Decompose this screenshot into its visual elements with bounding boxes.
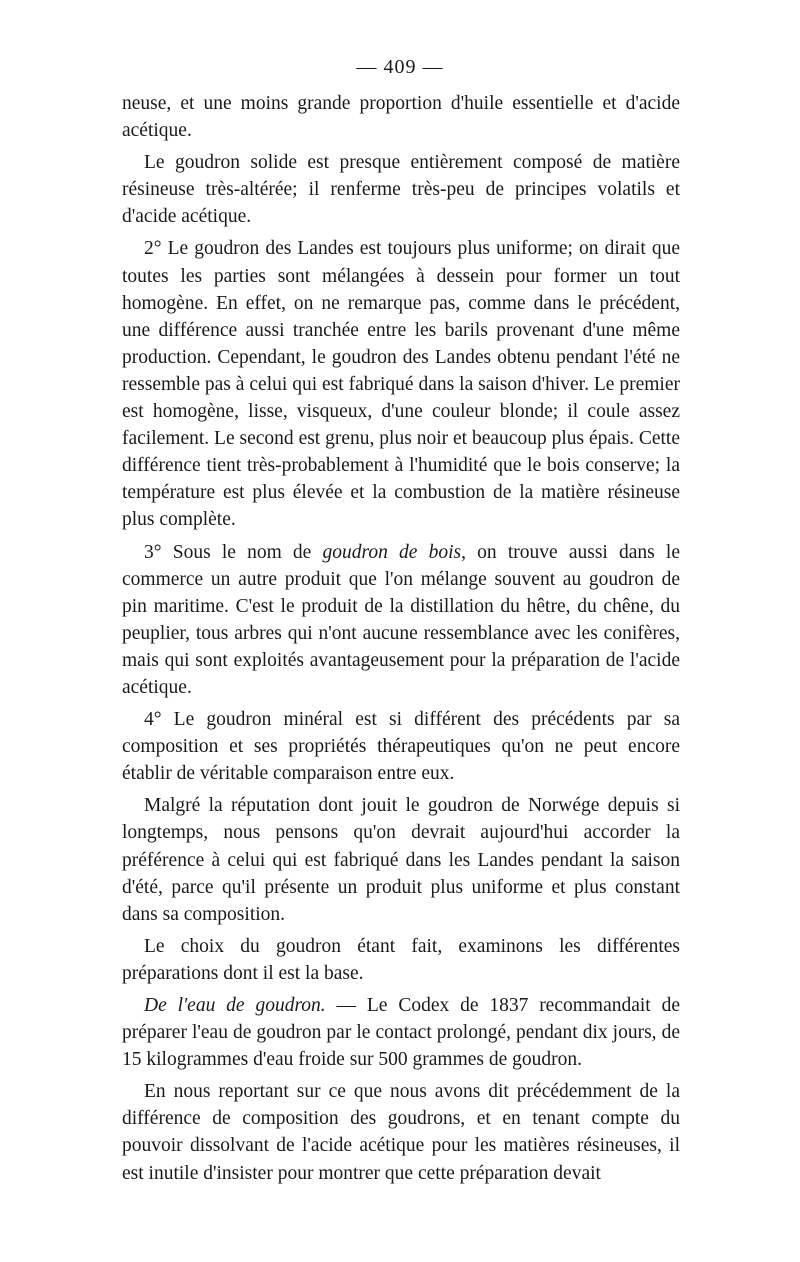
paragraph-wood-tar bbox=[122, 539, 680, 702]
paragraph-norway-tar: Malgré la réputation dont jouit le goudron de Norwége depuis si longtemps, nous pensons qu'on devrait aujourd'hui accorder la préférence à celui qui est fabriqué dans les Landes pendant la saison d'été, parce qu'il présente un produit plus uniforme et plus constant dans sa composition. bbox=[122, 795, 680, 925]
wood-tar-term: goudron de bois bbox=[322, 541, 462, 563]
paragraph-mineral-tar: 4° Le goudron minéral est si différent des précédents par sa composition et ses propriétés thérapeutiques qu'on ne peut encore établir de véritable comparaison entre eux. bbox=[122, 709, 680, 785]
body-text bbox=[122, 90, 680, 1187]
wood-tar-intro: 3° Sous le nom de bbox=[144, 541, 323, 563]
paragraph-choice: Le choix du goudron étant fait, examinons les différentes préparations dont il est la base. bbox=[122, 935, 680, 984]
tar-water-text: — Le Codex de 1837 recommandait de préparer l'eau de goudron par le contact prolongé, pendant dix jours, de 15 kilogrammes d'eau froide sur 500 grammes de goudron. bbox=[122, 995, 680, 1071]
paragraph-continuation: neuse, et une moins grande proportion d'huile essentielle et d'acide acétique. bbox=[122, 93, 680, 142]
paragraph-solid-tar: Le goudron solide est presque entièrement composé de matière résineuse très-altérée; il renferme très-peu de principes volatils et d'acide acétique. bbox=[122, 152, 680, 228]
paragraph-composition: En nous reportant sur ce que nous avons dit précédemment de la différence de composition des goudrons, et en tenant compte du pouvoir dissolvant de l'acide acétique pour les matières résineuses, il est inutile d'insister pour montrer que cette préparation devait bbox=[122, 1081, 680, 1184]
section-heading-tar-water: De l'eau de goudron. bbox=[144, 995, 326, 1016]
wood-tar-text: , on trouve aussi dans le commerce un autre produit que l'on mélange souvent au goudron de pin maritime. C'est le produit de la distillation du hêtre, du chêne, du peuplier, tous arbres qui n'ont aucune ressemblance avec les conifères, mais qui sont exploités avantageusement pour la préparation de l'acide acétique. bbox=[122, 541, 680, 698]
paragraph-tar-water bbox=[122, 992, 680, 1073]
page-number: — 409 — bbox=[356, 56, 444, 78]
paragraph-landes-tar: 2° Le goudron des Landes est toujours plus uniforme; on dirait que toutes les parties sont mélangées à dessein pour former un tout homogène. En effet, on ne remarque pas, comme dans le précédent, une différence aussi tranchée entre les barils provenant d'une même production. Cependant, le goudron des Landes obtenu pendant l'été ne ressemble pas à celui qui est fabriqué dans la saison d'hiver. Le premier est homogène, lisse, visqueux, d'une couleur blonde; il coule assez facilement. Le second est grenu, plus noir et beaucoup plus épais. Cette différence tient très-probablement à l'humidité que le bois conserve; la température est plus élevée et la combustion de la matière résineuse plus complète. bbox=[122, 238, 680, 531]
